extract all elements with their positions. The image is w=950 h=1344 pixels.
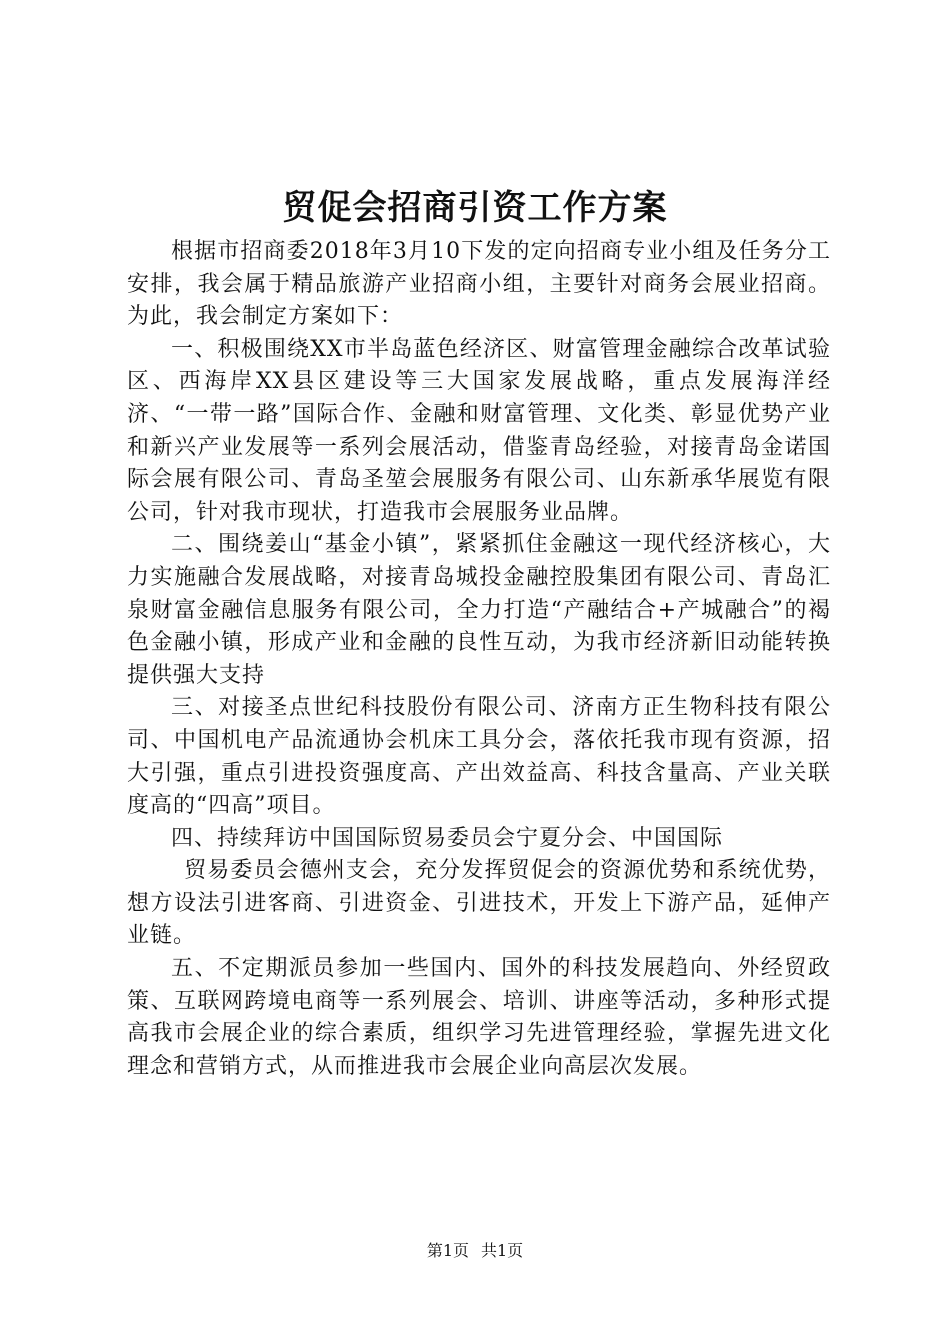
paragraph-item-3: 三、对接圣点世纪科技股份有限公司、济南方正生物科技有限公司、中国机电产品流通协会机床工具分会，落依托我市现有资源，招大引强，重点引进投资强度高、产出效益高、科技含量高、产业关联度高的“四高”项目。 bbox=[127, 695, 831, 819]
paragraph-item-5: 五、不定期派员参加一些国内、国外的科技发展趋向、外经贸政策、互联网跨境电商等一系列展会、培训、讲座等活动，多种形式提高我市会展企业的综合素质，组织学习先进管理经验，掌握先进文化理念和营销方式，从而推进我市会展企业向高层次发展。 bbox=[127, 956, 831, 1079]
page-footer bbox=[0, 1238, 950, 1261]
document-title: 贸促会招商引资工作方案 bbox=[282, 188, 668, 228]
paragraph-item-2: 二、围绕姜山“基金小镇”，紧紧抓住金融这一现代经济核心，大力实施融合发展战略，对接青岛城投金融控股集团有限公司、青岛汇泉财富金融信息服务有限公司，全力打造“产融结合+产城融合”的褐色金融小镇，形成产业和金融的良性互动，为我市经济新旧动能转换提供强大支持 bbox=[127, 532, 831, 688]
paragraph-item-4-continued: 贸易委员会德州支会，充分发挥贸促会的资源优势和系统优势，想方设法引进客商、引进资金、引进技术，开发上下游产品，延伸产业链。 bbox=[127, 858, 831, 949]
page-total: 共1页 bbox=[481, 1241, 524, 1260]
paragraph-item-4: 四、持续拜访中国国际贸易委员会宁夏分会、中国国际 bbox=[171, 825, 724, 851]
page-number: 第1页 bbox=[426, 1241, 469, 1260]
document-body bbox=[127, 236, 831, 1083]
paragraph-item-1: 一、积极围绕XX市半岛蓝色经济区、财富管理金融综合改革试验区、西海岸XX县区建设等三大国家发展战略，重点发展海洋经济、“一带一路”国际合作、金融和财富管理、文化类、彰显优势产业和新兴产业发展等一系列会展活动，借鉴青岛经验，对接青岛金诺国际会展有限公司、青岛圣堃会展服务有限公司、山东新承华展览有限公司，针对我市现状，打造我市会展服务业品牌。 bbox=[127, 336, 831, 525]
paragraph-intro: 根据市招商委2018年3月10下发的定向招商专业小组及任务分工安排，我会属于精品旅游产业招商小组，主要针对商务会展业招商。为此，我会制定方案如下： bbox=[127, 239, 831, 330]
